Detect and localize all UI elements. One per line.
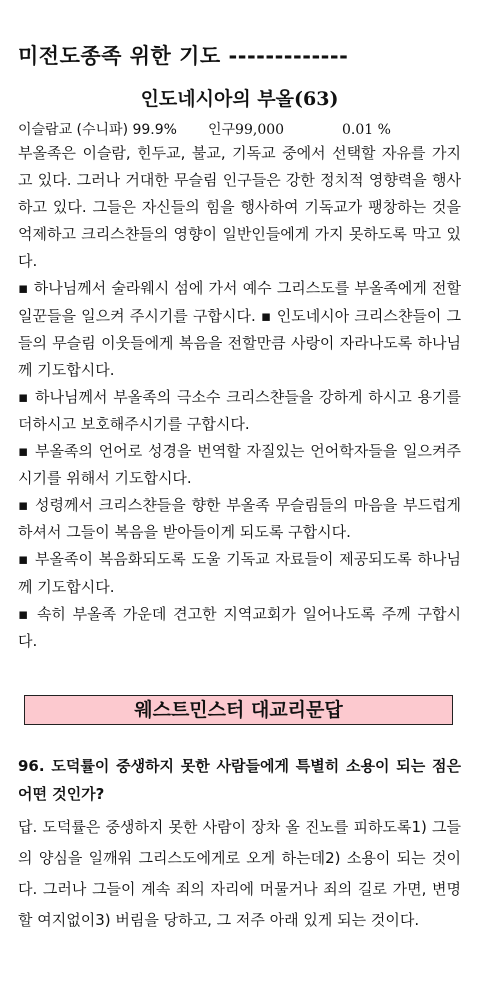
prayer-item: ▪ 하나님께서 술라웨시 섬에 가서 예수 그리스도를 부올족에게 전할 일꾼들을 일으켜 주시기를 구합시다. ▪ 인도네시아 크리스챤들이 그들의 무슬림 이웃들에게 복음을 전할만큼 사랑이 자라나도록 하나님께 기도합시다. <box>18 279 462 379</box>
prayer-item: ▪ 하나님께서 부올족의 극소수 크리스챤들을 강하게 하시고 용기를 더하시고 보호해주시기를 구합시다. <box>18 387 461 433</box>
people-group-title: 인도네시아의 부올(63) <box>140 88 339 110</box>
prayer-body <box>18 140 461 655</box>
prayer-item: ▪ 속히 부올족 가운데 견고한 지역교회가 일어나도록 주께 구합시다. <box>18 604 461 650</box>
intro-paragraph: 부올족은 이슬람, 힌두교, 불교, 기독교 중에서 선택할 자유를 가지고 있다. 그러나 거대한 무슬림 인구들은 강한 정치적 영향력을 행사하고 있다. 그들은 자신들의 힘을 행사하여 기독교가 팽창하는 것을 억제하고 크리스챤들의 영향이 일반인들에게 가지 못하도록 막고 있다. <box>18 144 461 271</box>
catechism-answer: 답. 도덕률은 중생하지 못한 사람이 장차 올 진노를 피하도록1) 그들의 양심을 일깨워 그리스도에게로 오게 하는데2) 소용이 되는 것이다. 그러나 그들이 계속 죄의 자리에 머물거나 죄의 길로 가면, 변명할 여지없이3) 버림을 당하고, 그 저주 아래 있게 되는 것이다. <box>18 818 461 929</box>
people-group-stats <box>18 119 463 139</box>
prayer-item: ▪ 부올족의 언어로 성경을 번역할 자질있는 언어학자들을 일으켜주시기를 위해서 기도합시다. <box>18 442 461 488</box>
prayer-item: ▪ 부올족이 복음화되도록 도울 기독교 자료들이 제공되도록 하나님께 기도합시다. <box>18 550 461 596</box>
religion-stat: 이슬람교 (수니파) 99.9% <box>18 122 177 138</box>
christian-percent-stat: 0.01 % <box>342 122 391 138</box>
bullet-icon: ▪ <box>18 550 30 569</box>
bullet-icon: ▪ <box>18 387 30 406</box>
bullet-icon: ▪ <box>18 604 31 623</box>
bullet-icon: ▪ <box>18 442 30 461</box>
page-title: 미전도종족 위한 기도 ------------- <box>18 44 349 68</box>
bullet-icon: ▪ <box>18 496 30 515</box>
bullet-icon: ▪ <box>18 279 29 298</box>
catechism-section-header: 웨스트민스터 대교리문답 <box>24 695 453 725</box>
prayer-item: ▪ 성령께서 크리스챤들을 향한 부올족 무슬림들의 마음을 부드럽게 하셔서 그들이 복음을 받아들이게 되도록 구합시다. <box>18 496 461 542</box>
population-stat: 인구99,000 <box>208 122 285 138</box>
catechism-question: 96. 도덕률이 중생하지 못한 사람들에게 특별히 소용이 되는 점은 어떤 것인가? <box>18 757 461 803</box>
